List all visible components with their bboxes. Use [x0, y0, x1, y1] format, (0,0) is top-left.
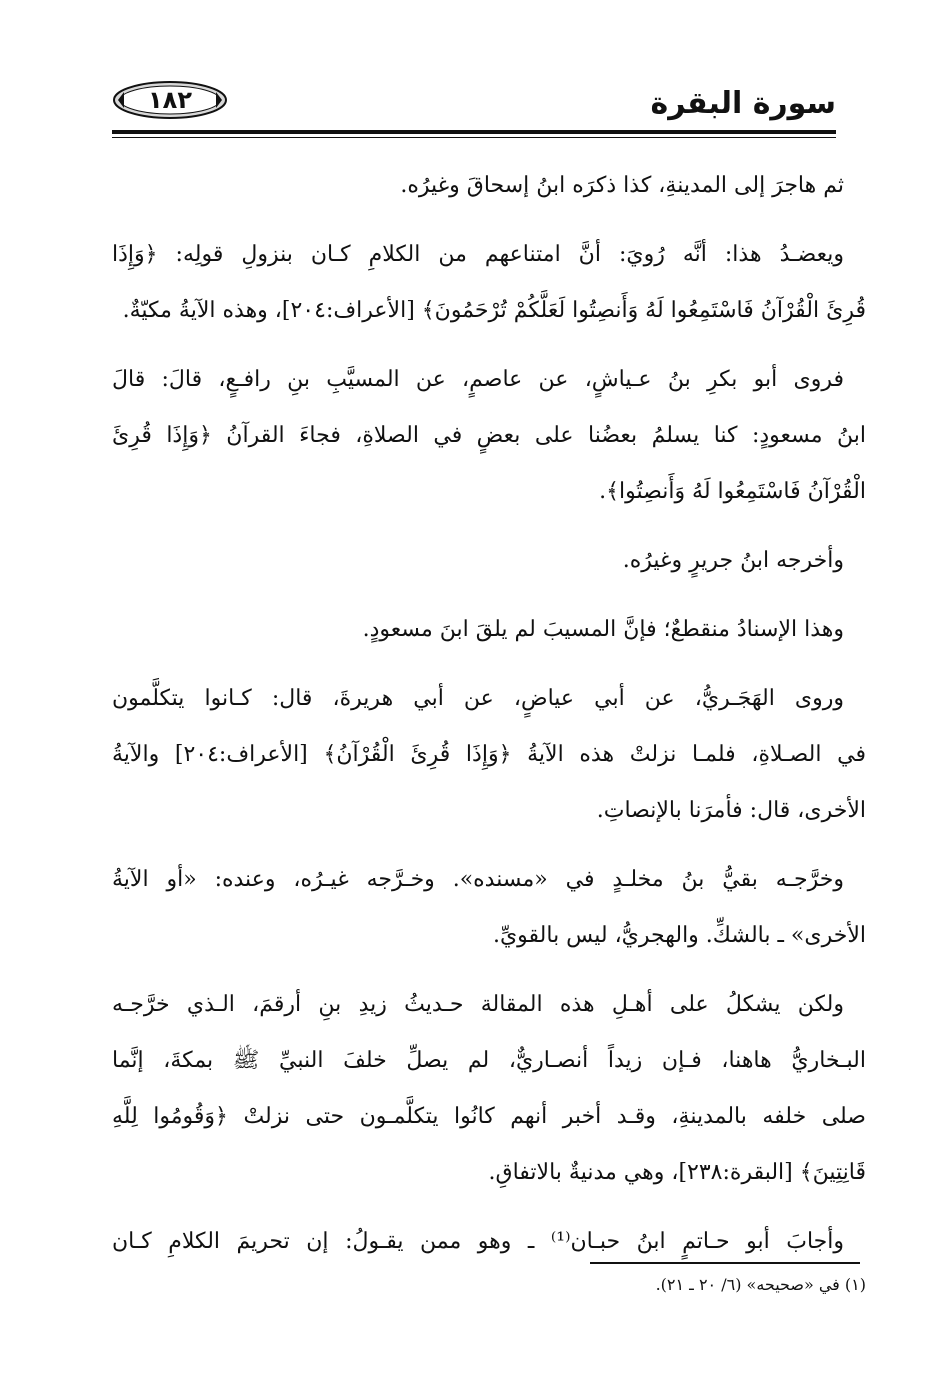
header-rule-thin — [112, 137, 836, 138]
paragraph — [112, 671, 866, 839]
text-line: وروى الهَجَـريُّ، عن أبي عياضٍ، عن أبي هريرةَ، قال: كـانوا يتكلَّمون — [112, 686, 844, 711]
header-rule-thick — [112, 130, 836, 134]
page-number: ١٨٢ — [148, 86, 192, 114]
text-line: وهذا الإسنادُ منقطعٌ؛ فإنَّ المسيبَ لم يلقَ ابنَ مسعودٍ. — [362, 617, 844, 642]
text-line: فروى أبو بكرِ بنُ عـياشٍ، عن عاصمٍ، عن المسيَّبِ بنِ رافـعٍ، قالَ: قالَ — [112, 367, 844, 392]
paragraph — [112, 158, 866, 214]
surah-title: سورة البقرة — [650, 86, 836, 121]
paragraph — [112, 533, 866, 589]
footnote-rule — [590, 1262, 860, 1264]
text-line: قُرِئَ الْقُرْآنُ فَاسْتَمِعُوا لَهُ وَأَنصِتُوا لَعَلَّكُمْ تُرْحَمُونَ﴾ [الأعراف:٢٠٤]، وهذه الآيةُ مكيّةٌ. — [122, 298, 866, 323]
text-line: ويعضـدُ هذا: أنَّه رُويَ: أنَّ امتناعهم من الكلامِ كـان بنزولِ قولِه: ﴿وَإِذَا — [112, 242, 844, 267]
text-line: الأخرى، قال: فأمرَنا بالإنصاتِ. — [596, 798, 866, 823]
text-line: ابنُ مسعودٍ: كنا يسلمُ بعضُنا على بعضٍ في الصلاةِ، فجاءَ القرآنُ ﴿وَإِذَا قُرِئَ — [112, 423, 866, 448]
text-line: وأجابَ أبو حـاتمٍ ابنُ حبـان⁽¹⁾ ـ وهو ممن يقـولُ: إن تحريمَ الكلامِ كـان — [112, 1229, 844, 1254]
text-line: صلى خلفه بالمدينةِ، وقـد أخبر أنهم كانُوا يتكلَّمـون حتى نزلتْ ﴿وَقُومُوا لِلَّهِ — [112, 1104, 866, 1129]
paragraph — [112, 227, 866, 339]
footnote: (١) في «صحيحه» (٦/ ٢٠ ـ ٢١). — [655, 1275, 866, 1294]
text-line: ثم هاجرَ إلى المدينةِ، كذا ذكرَه ابنُ إسحاقَ وغيرُه. — [400, 173, 844, 198]
page-header — [112, 70, 836, 150]
page-body — [112, 158, 866, 1270]
text-line: في الصـلاةِ، فلمـا نزلتْ هذه الآيةُ ﴿وَإِذَا قُرِئَ الْقُرْآنُ﴾ [الأعراف:٢٠٤] والآيةُ — [112, 742, 866, 767]
paragraph — [112, 977, 866, 1201]
text-line: الأخرى» ـ بالشكِّ. والهجريُّ، ليس بالقويِّ. — [492, 923, 866, 948]
paragraph — [112, 852, 866, 964]
text-line: وأخرجه ابنُ جريرٍ وغيرُه. — [622, 548, 844, 573]
text-line: قَانِتِينَ﴾ [البقرة:٢٣٨]، وهي مدنيةٌ بالاتفاقِ. — [488, 1160, 866, 1185]
text-line: الْقُرْآنُ فَاسْتَمِعُوا لَهُ وَأَنصِتُوا﴾. — [599, 479, 866, 504]
text-line: البـخاريُّ هاهنا، فـإن زيداً أنصـاريٌّ، لم يصلِّ خلفَ النبيِّ ﷺ بمكةَ، إنَّما — [112, 1048, 866, 1073]
text-line: ولكن يشكلُ على أهـلِ هذه المقالة حـديثُ زيدِ بنِ أرقمَ، الـذي خرَّجـه — [112, 992, 844, 1017]
text-line: وخرَّجـه بقيُّ بنُ مخلـدٍ في «مسنده». وخـرَّجه غيـرُه، وعنده: «أو الآيةُ — [112, 867, 844, 892]
page-number-badge — [112, 80, 228, 120]
paragraph — [112, 352, 866, 520]
paragraph — [112, 602, 866, 658]
